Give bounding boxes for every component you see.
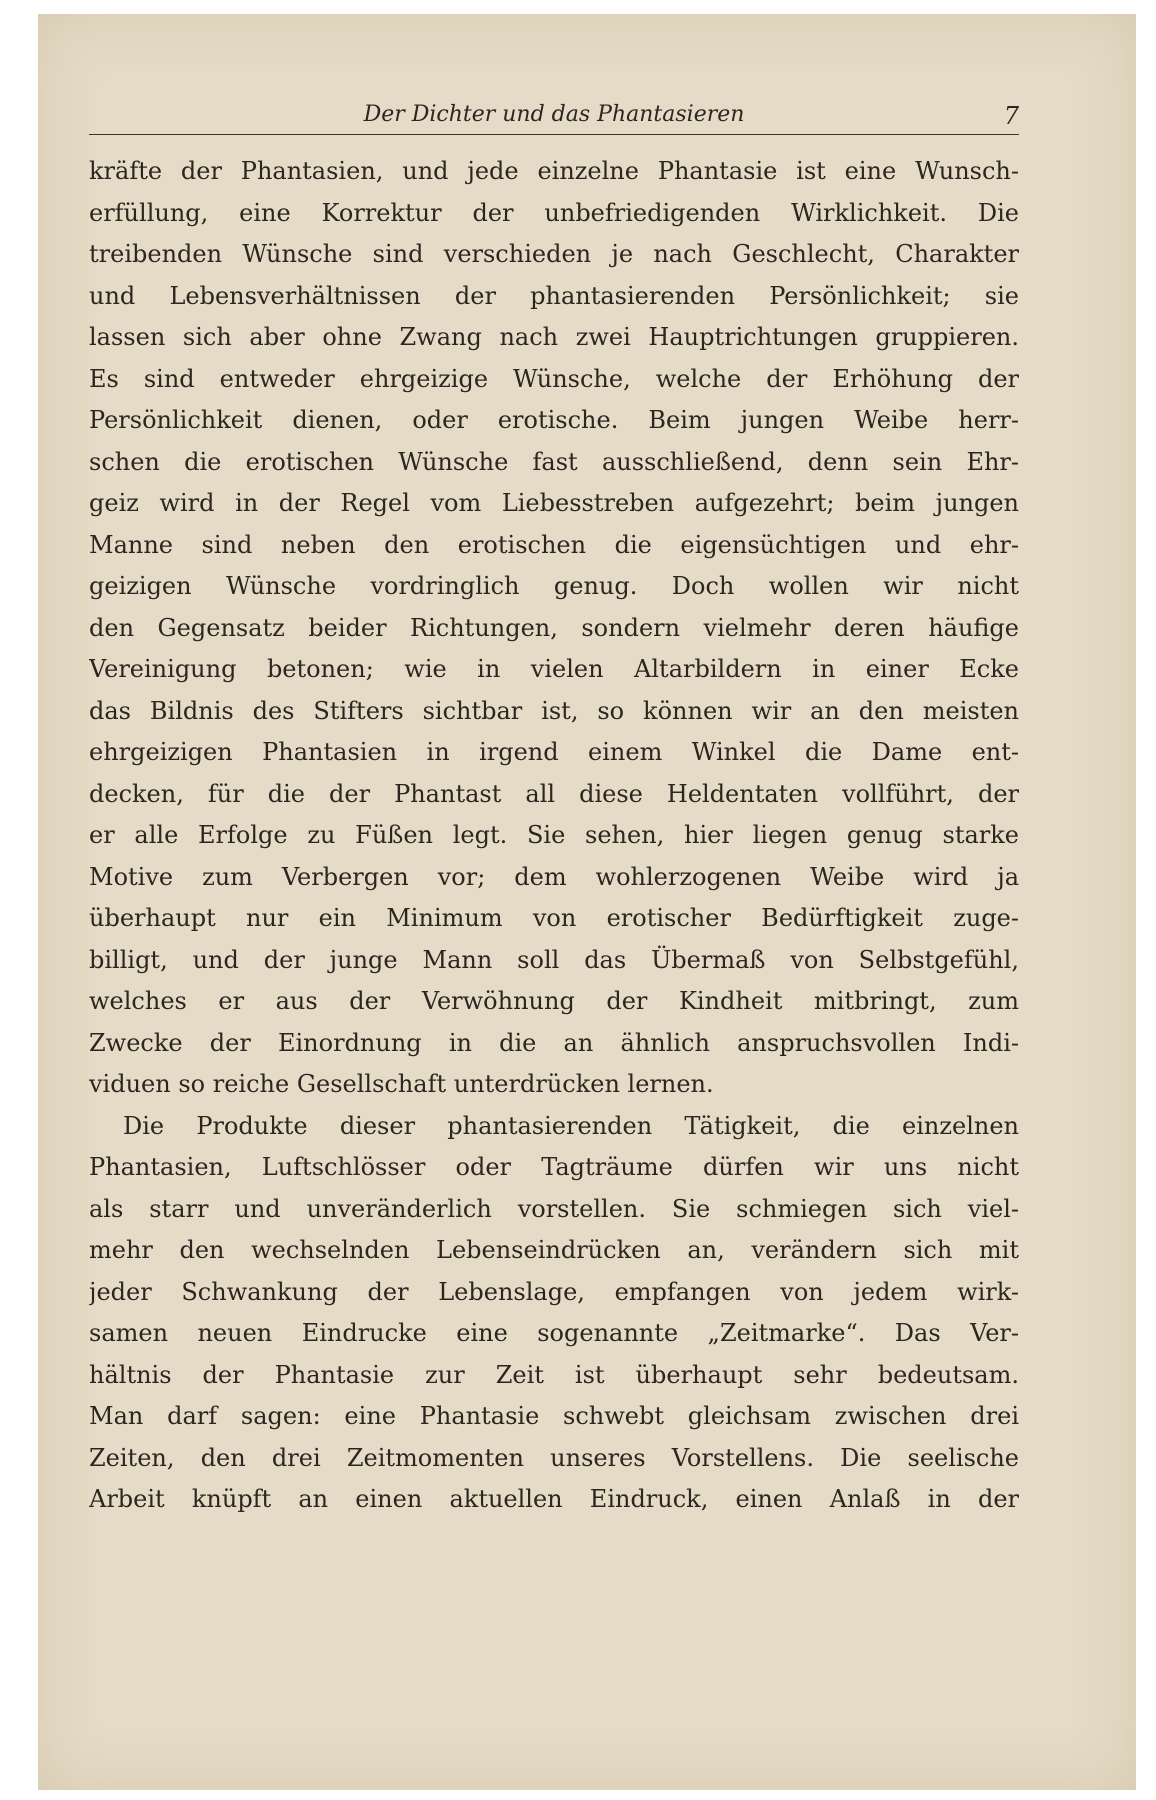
running-title: Der Dichter und das Phantasieren xyxy=(363,102,745,127)
text-line: geiz wird in der Regel vom Liebesstreben aufgezehrt; beim jungen xyxy=(89,489,1019,517)
book-page xyxy=(89,100,1019,1521)
text-line: Es sind entweder ehrgeizige Wünsche, welche der Erhöhung der xyxy=(89,364,1019,393)
text-line: Manne sind neben den erotischen die eigensüchtigen und ehr- xyxy=(89,530,1019,559)
text-line: überhaupt nur ein Minimum von erotischer Bedürftigkeit zuge- xyxy=(89,904,1019,932)
text-line: welches er aus der Verwöhnung der Kindheit mitbringt, zum xyxy=(89,987,1019,1015)
text-line: erfüllung, eine Korrektur der unbefriedigenden Wirklichkeit. Die xyxy=(89,198,1019,227)
text-line: jeder Schwankung der Lebenslage, empfangen von jedem wirk- xyxy=(89,1277,1019,1306)
text-line: Motive zum Verbergen vor; dem wohlerzogenen Weibe wird ja xyxy=(89,862,1019,891)
paragraph xyxy=(89,1106,1019,1521)
text-line: hältnis der Phantasie zur Zeit ist überhaupt sehr bedeutsam. xyxy=(89,1360,1019,1389)
text-line: decken, für die der Phantast all diese Heldentaten vollführt, der xyxy=(89,779,1019,808)
text-line: Arbeit knüpft an einen aktuellen Eindruck, einen Anlaß in der xyxy=(89,1485,1019,1513)
text-line: ehrgeizigen Phantasien in irgend einem Winkel die Dame ent- xyxy=(89,738,1019,766)
text-line: und Lebensverhältnissen der phantasierenden Persönlichkeit; sie xyxy=(89,281,1019,310)
text-line: lassen sich aber ohne Zwang nach zwei Hauptrichtungen gruppieren. xyxy=(89,323,1019,351)
text-line: Vereinigung betonen; wie in vielen Altarbildern in einer Ecke xyxy=(89,655,1019,683)
text-line: Persönlichkeit dienen, oder erotische. Beim jungen Weibe herr- xyxy=(89,406,1019,434)
text-line: er alle Erfolge zu Füßen legt. Sie sehen, hier liegen genug starke xyxy=(89,821,1019,849)
text-line: Phantasien, Luftschlösser oder Tagträume dürfen wir uns nicht xyxy=(89,1153,1019,1181)
text-line: treibenden Wünsche sind verschieden je nach Geschlecht, Charakter xyxy=(89,240,1019,268)
paragraph xyxy=(89,151,1019,1106)
text-line: Die Produkte dieser phantasierenden Tätigkeit, die einzelnen xyxy=(123,1111,1019,1140)
text-line: als starr und unveränderlich vorstellen. Sie schmiegen sich viel- xyxy=(89,1194,1019,1223)
text-line: geizigen Wünsche vordringlich genug. Doch wollen wir nicht xyxy=(89,572,1019,600)
text-line: samen neuen Eindrucke eine sogenannte „Zeitmarke“. Das Ver- xyxy=(89,1319,1019,1347)
text-line: den Gegensatz beider Richtungen, sondern vielmehr deren häufige xyxy=(89,613,1019,642)
text-line: kräfte der Phantasien, und jede einzelne Phantasie ist eine Wunsch- xyxy=(89,157,1019,185)
text-line: Zeiten, den drei Zeitmomenten unseres Vorstellens. Die seelische xyxy=(89,1443,1019,1472)
text-line: billigt, und der junge Mann soll das Übermaß von Selbstgefühl, xyxy=(89,945,1019,974)
text-line: Zwecke der Einordnung in die an ähnlich anspruchsvollen Indi- xyxy=(89,1028,1019,1057)
text-line: Man darf sagen: eine Phantasie schwebt gleichsam zwischen drei xyxy=(89,1402,1019,1430)
text-line: schen die erotischen Wünsche fast ausschließend, denn sein Ehr- xyxy=(89,447,1019,476)
text-line: das Bildnis des Stifters sichtbar ist, so können wir an den meisten xyxy=(89,696,1019,725)
running-header xyxy=(89,100,1019,135)
text-line: viduen so reiche Gesellschaft unterdrücken lernen. xyxy=(89,1070,714,1098)
page-number: 7 xyxy=(1003,102,1019,130)
text-line: mehr den wechselnden Lebenseindrücken an, verändern sich mit xyxy=(89,1236,1019,1264)
body-text xyxy=(89,151,1019,1521)
